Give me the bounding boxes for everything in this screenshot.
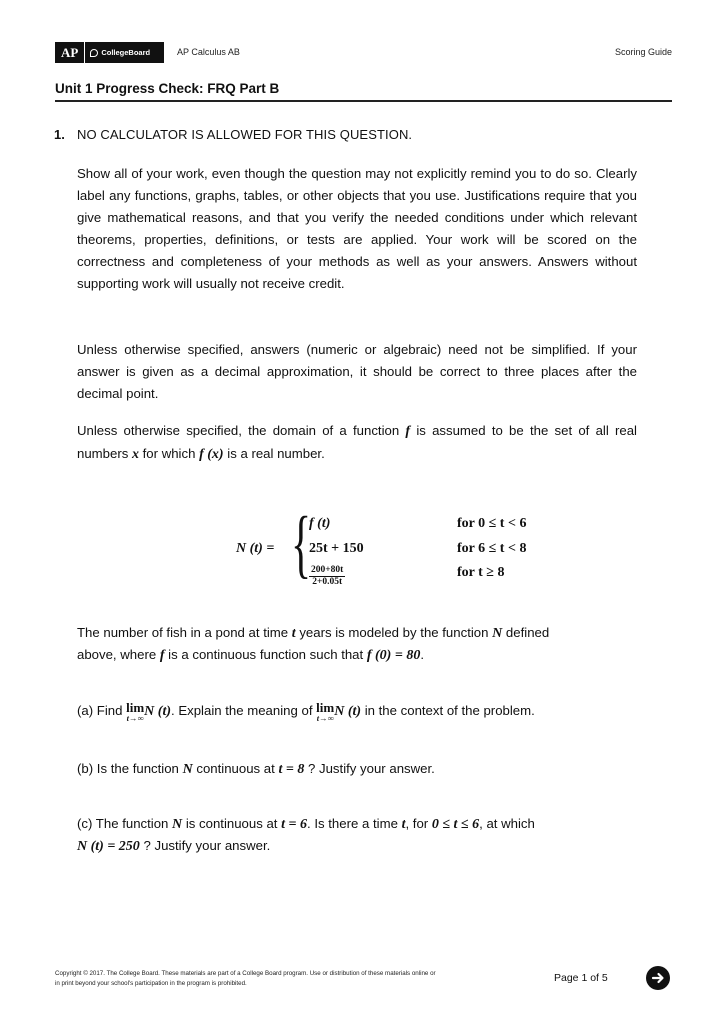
math-t: t xyxy=(401,817,406,832)
collegeboard-logo-text xyxy=(85,48,150,57)
math-range: 0 ≤ t ≤ 6 xyxy=(431,817,480,832)
page-header xyxy=(55,42,672,64)
text-span: is a real number. xyxy=(223,446,325,461)
piecewise-row xyxy=(309,541,527,563)
question-number: 1. xyxy=(54,127,65,142)
domain-paragraph xyxy=(77,420,637,466)
math-N: N xyxy=(172,817,183,832)
math-f: f xyxy=(159,648,165,663)
instructions-paragraph: Show all of your work, even though the question may not explicitly remind you to do so. Clearly label any functions, graphs, tables, or other objects that you use. Justifications require that you give mathematical reasons, and that you verify the needed conditions under which relevant theorems, properties, definitions, or tests are applied. Your work will be scored on the correctness and completeness of your methods as well as your answers. Answers without supporting work will usually not receive credit. xyxy=(77,166,637,291)
limit-notation xyxy=(316,700,335,723)
acorn-icon xyxy=(90,49,98,57)
piecewise-function xyxy=(236,502,527,594)
text-span: ? Justify your answer. xyxy=(139,838,271,853)
text-span: (a) Find xyxy=(77,703,127,718)
piecewise-condition: for t ≥ 8 xyxy=(457,565,505,580)
text-span: Unless otherwise specified, the domain of a function xyxy=(77,423,406,438)
part-a xyxy=(77,700,535,723)
text-span: is continuous at xyxy=(182,816,282,831)
text-span: . xyxy=(420,647,424,662)
limit-subscript: t→∞ xyxy=(316,713,334,723)
text-span: . Is there a time xyxy=(307,816,402,831)
text-span: , for xyxy=(405,816,432,831)
question-heading: NO CALCULATOR IS ALLOWED FOR THIS QUESTION. xyxy=(77,127,413,142)
fraction-numerator: 200+80t xyxy=(311,565,344,575)
math-N: N xyxy=(182,762,193,777)
left-brace: { xyxy=(291,502,312,586)
page-title: Unit 1 Progress Check: FRQ Part B xyxy=(55,81,280,96)
text-span: (c) The function xyxy=(77,816,173,831)
ap-logo-text: AP xyxy=(55,42,85,63)
piecewise-row xyxy=(309,565,505,587)
math-x: x xyxy=(131,447,139,462)
simplification-paragraph: Unless otherwise specified, answers (numeric or algebraic) need not be simplified. If your answer is given as a decimal approximation, it should be correct to three places after the decimal point. xyxy=(77,342,637,401)
math-N: N xyxy=(492,626,503,641)
limit-label: lim xyxy=(126,700,145,715)
problem-intro-line xyxy=(77,622,549,645)
math-f0: f (0) = 80 xyxy=(366,648,421,663)
limit-subscript: t→∞ xyxy=(126,713,144,723)
text-span: continuous at xyxy=(192,761,279,776)
math-f: f xyxy=(405,424,411,439)
text-span: is assumed to be the set of all real numbers xyxy=(77,423,637,461)
text-span: years is modeled by the function xyxy=(295,625,493,640)
math-t8: t = 8 xyxy=(278,762,305,777)
math-fx: f (x) xyxy=(199,447,224,462)
part-c xyxy=(77,813,535,836)
page-indicator: Page 1 of 5 xyxy=(554,972,608,984)
text-span: defined xyxy=(502,625,550,640)
text-span: above, where xyxy=(77,647,160,662)
copyright-line: Copyright © 2017. The College Board. These materials are part of a College Board program. Use or distribution of these materials online or xyxy=(55,970,436,977)
text-span: . Explain the meaning of xyxy=(171,703,317,718)
fraction-denominator: 2+0.05t xyxy=(312,577,343,587)
limit-label: lim xyxy=(316,700,335,715)
text-span: , at which xyxy=(479,816,535,831)
text-span: (b) Is the function xyxy=(77,761,183,776)
collegeboard-label: CollegeBoard xyxy=(101,48,151,57)
math-Nt: N (t) xyxy=(334,704,362,719)
next-page-button[interactable] xyxy=(646,966,670,990)
math-Nt: N (t) xyxy=(144,704,171,719)
piecewise-fraction xyxy=(309,565,345,588)
text-span: for which xyxy=(138,446,200,461)
text-span: in the context of the problem. xyxy=(361,703,535,718)
math-Nt250: N (t) = 250 xyxy=(77,839,140,854)
copyright-notice xyxy=(55,969,475,989)
math-t: t xyxy=(291,626,296,641)
piecewise-condition: for 6 ≤ t < 8 xyxy=(457,541,527,556)
piecewise-lhs: N (t) = xyxy=(236,541,275,556)
ap-collegeboard-logo xyxy=(55,42,164,63)
text-span: is a continuous function such that xyxy=(164,647,367,662)
text-span: The number of fish in a pond at time xyxy=(77,625,292,640)
text-span: ? Justify your answer. xyxy=(304,761,435,776)
math-t6: t = 6 xyxy=(281,817,308,832)
limit-notation xyxy=(126,700,145,723)
piecewise-expr: 25t + 150 xyxy=(309,541,364,556)
title-divider xyxy=(55,100,672,102)
problem-intro-line xyxy=(77,644,424,667)
piecewise-expr: f (t) xyxy=(309,516,331,531)
part-c-continued xyxy=(77,835,270,858)
part-b xyxy=(77,758,435,781)
piecewise-condition: for 0 ≤ t < 6 xyxy=(457,516,527,531)
guide-label: Scoring Guide xyxy=(614,47,672,57)
copyright-line: in print beyond your school's participation in the program is prohibited. xyxy=(55,980,247,987)
arrow-right-icon xyxy=(650,970,666,986)
piecewise-row xyxy=(309,516,527,538)
course-name: AP Calculus AB xyxy=(177,47,240,57)
